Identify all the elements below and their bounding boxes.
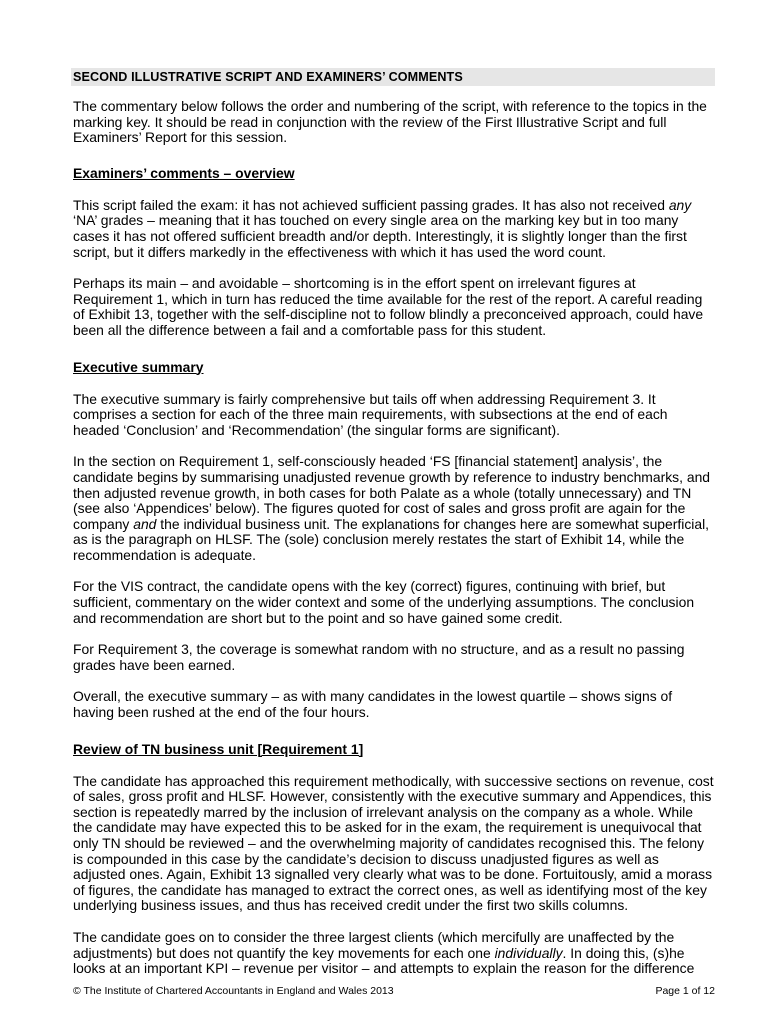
executive-paragraph-1: The executive summary is fairly comprehensive but tails off when addressing Requirement 3. It comprises a section for each of the three main requirements, with subsections at the end of each headed ‘Conclusion’ and ‘Recommendation’ (the singular forms are significant). xyxy=(73,390,668,438)
document-page xyxy=(73,68,715,977)
review-paragraph-1: The candidate has approached this requirement methodically, with successive sections on revenue, cost of sales, gross profit and HLSF. However, consistently with the executive summary and Appendices, this section is repeatedly marred by the inclusion of irrelevant analysis on the company as a whole. While the candidate may have expected this to be asked for in the exam, the requirement is unequivocal that only TN should be reviewed – and the overwhelming majority of candidates recognised this. The felony is compounded in this case by the candidate’s decision to discuss unadjusted figures as well as adjusted ones. Again, Exhibit 13 signalled very clearly what was to be done. Fortuitously, amid a morass of figures, the candidate has managed to extract the correct ones, as well as identifying most of the key underlying business issues, and thus has received credit under the first two skills columns. xyxy=(73,772,714,914)
document-title: SECOND ILLUSTRATIVE SCRIPT AND EXAMINERS’ COMMENTS xyxy=(71,68,715,86)
overview-paragraph-1: This script failed the exam: it has not achieved sufficient passing grades. It has also not received any ‘NA’ grades – meaning that it has touched on every single area on the marking key but in too many cases it has not offered sufficient breadth and/or depth. Interestingly, it is slightly longer than the first script, but it differs markedly in the effectiveness with which it has used the word count. xyxy=(73,196,692,260)
page-number: Page 1 of 12 xyxy=(655,985,715,997)
executive-paragraph-4: For Requirement 3, the coverage is somewhat random with no structure, and as a result no passing grades have been earned. xyxy=(73,641,685,673)
executive-paragraph-2: In the section on Requirement 1, self-consciously headed ‘FS [financial statement] analysis’, the candidate begins by summarising unadjusted revenue growth by reference to industry benchmarks, and then adjusted revenue growth, in both cases for both Palate as a whole (totally unnecessary) and TN (see also ‘Appendices’ below). The figures quoted for cost of sales and gross profit are again for the company and the individual business unit. The explanations for changes here are somewhat superficial, as is the paragraph on HLSF. The (sole) conclusion merely restates the start of Exhibit 14, while the recommendation is adequate. xyxy=(73,453,711,563)
overview-heading: Examiners’ comments – overview xyxy=(73,164,295,181)
copyright-notice: © The Institute of Chartered Accountants in England and Wales 2013 xyxy=(73,985,394,997)
review-heading: Review of TN business unit [Requirement 1] xyxy=(73,740,364,757)
executive-paragraph-5: Overall, the executive summary – as with many candidates in the lowest quartile – shows signs of having been rushed at the end of the four hours. xyxy=(73,688,673,721)
executive-paragraph-3: For the VIS contract, the candidate opens with the key (correct) figures, continuing with brief, but sufficient, commentary on the wider context and some of the underlying assumptions. The conclusion and recommendation are short but to the point and so have gained some credit. xyxy=(73,578,695,626)
review-paragraph-2: The candidate goes on to consider the three largest clients (which mercifully are unaffected by the adjustments) but does not quantify the key movements for each one individually. In doing this, (s)he looks at an important KPI – revenue per visitor – and attempts to explain the reason for the difference xyxy=(73,928,695,977)
intro-paragraph: The commentary below follows the order and numbering of the script, with reference to the topics in the marking key. It should be read in conjunction with the review of the First Illustrative Script and full Examiners’ Report for this session. xyxy=(73,98,707,146)
executive-summary-heading: Executive summary xyxy=(73,358,204,375)
overview-paragraph-2: Perhaps its main – and avoidable – shortcoming is in the effort spent on irrelevant figures at Requirement 1, which in turn has reduced the time available for the rest of the report. A careful reading of Exhibit 13, together with the self-discipline not to follow blindly a preconceived approach, could have been all the difference between a fail and a comfortable pass for this student. xyxy=(73,275,704,338)
